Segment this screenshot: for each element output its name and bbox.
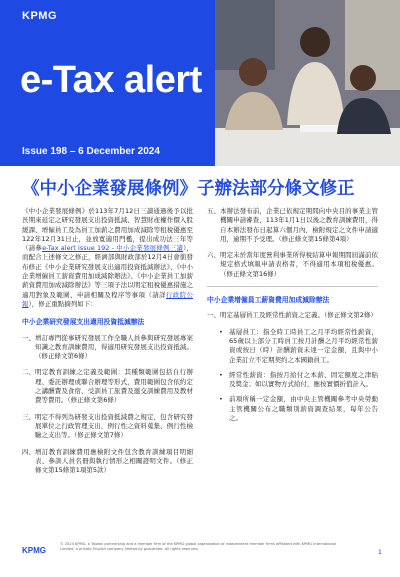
item-text: 明定基層員工及經常性薪資之定義。（修正條文第2條） (220, 311, 377, 320)
header-banner (0, 0, 400, 166)
list-item (22, 368, 193, 405)
intro-text-3: ），修正重點摘列如下： (28, 299, 97, 308)
bullet-mark: • (219, 395, 223, 404)
list-item (22, 413, 193, 441)
section-divider (207, 286, 378, 287)
bullet-mark: • (219, 327, 223, 336)
left-column (22, 207, 193, 482)
item-number: 三、 (22, 412, 35, 421)
item-text: 明定不得列為研發支出投資抵減費之規定，包含研究發展單位之行政管理支出，例行性之資料蒐集、例行性檢驗之支出等。（修正條文第7條） (35, 412, 193, 440)
item-text: 本辦法發布前，企業已依規定期間向中央目的事業主管機關申請審查，113年1月1日以後之教育訓練費用，得自本辦法發布日起算六個月內，檢附規定之文件申請適用，逾期不予受理。（修正條文第15條第4項） (220, 207, 378, 243)
section-heading-hiring: 中小企業增僱員工薪資費用加成減除辦法 (207, 296, 330, 305)
intro-text-1: 《中小企業發展條例》於113年7月12日三讀通過後予以批長期來延定之研究發展支出投資抵減、智慧財產權作價入股緩課、增僱員工及為員工加薪之費用加成減除等租稅優惠至122年12月31日止，並放寬適用門檻，提出成功法三年等（請參 (22, 207, 193, 253)
header-photo (205, 0, 400, 166)
item-text: 增訂教育訓練費用應檢附文件包含教育訓練項目明細表、參訓人員名冊與執行情形之相關證明文件。（修正條文第15條第1項第5款） (35, 447, 193, 475)
bullet-text: 經常性薪資：指按月給付之本薪、固定額度之津貼及獎金；如以實物方式給付，應按實價折值計入。 (229, 370, 378, 389)
bullet-mark: • (219, 370, 223, 379)
bullet-item (219, 371, 378, 390)
gazette-link[interactable]: 行政院公報 (22, 290, 194, 308)
footer-kpmg-logo: KPMG (22, 546, 46, 555)
item-number: 六、 (207, 251, 220, 260)
newsletter-title: e-Tax alert (20, 59, 202, 101)
bullet-text: 基層員工：指全時工時員工之月平均經常性薪資，65歲以上部分工時員工按月計酬之月平均經常性薪資或按日（時）計酬薪資未達一定金額，且與中小企業訂立不定期契約之本國籍員工。 (229, 327, 378, 364)
list-item (207, 311, 378, 320)
right-column (207, 207, 378, 429)
bullet-item (219, 328, 378, 365)
item-text: 明定教育訓練之定義及範圍：其種類範圍包括自行辦理、委託辦理或聯合辦理等形式，費用範圍包含依約定之講酬費及食宿、受訓員工旅費及邀交訓練費用及教材費等費用。（修正條文第6條） (35, 368, 193, 405)
item-text: 增訂專門從事研究發展工作全職人員參與研究發展專案知識之教育訓練費用，得適用研究發展支出投資抵減。（修正條文第6條） (35, 333, 193, 361)
item-text: 明定未於當年度營利事業所得稅結算申報期間屆滿前依規定格式填報申請表格者，不得適用本項租稅優惠。（修正條文第16條） (220, 251, 378, 278)
item-number: 二、 (22, 368, 35, 377)
list-item (207, 207, 378, 244)
list-item (22, 448, 193, 476)
intro-paragraph (22, 207, 193, 309)
list-item (207, 251, 378, 279)
footer (22, 542, 382, 566)
intro-text-2: ），而配合上述條文之修正，經濟部與財政部於12月4日會銜發布修正《中小企業研究發展支出適用投資抵減辦法》、《中小企業增僱員工薪資費用加成減除辦法》、《中小企業員工加薪薪資費用加成減除辦法》等三項子法以明定租稅優惠措施之適用對象及範圍、申請相關及程序等事項（請詳 (22, 244, 194, 299)
section-heading-rd: 中小企業研究發展支出適用投資抵減辦法 (22, 318, 145, 327)
document-title: 《中小企業發展條例》子辦法部分條文修正 (22, 179, 355, 199)
item-number: 一、 (22, 333, 35, 342)
item-number: 五、 (207, 207, 220, 215)
bullet-item (219, 395, 378, 423)
kpmg-logo: KPMG (22, 10, 57, 22)
footer-copyright: © 2024 KPMG, a Taiwan partnership and a member firm of the KPMG global organization of independent member firms affiliated with KPMG International Limited, a private English company limited by guarantee. All rights reserved. (60, 542, 337, 551)
item-number: 一、 (207, 311, 220, 320)
issue-192-link[interactable]: e-Tax alert issue 192 - 中小企業發展條例三讀 (42, 244, 184, 253)
page-number: 1 (377, 548, 382, 556)
bullet-text: 前項所稱一定金額，由中央主管機關參考中央勞動主管機關公布之職類別薪資調查結果，每年公告之。 (229, 395, 378, 423)
issue-line: Issue 198 – 6 December 2024 (22, 146, 160, 157)
item-number: 四、 (22, 447, 35, 456)
list-item (22, 334, 193, 362)
